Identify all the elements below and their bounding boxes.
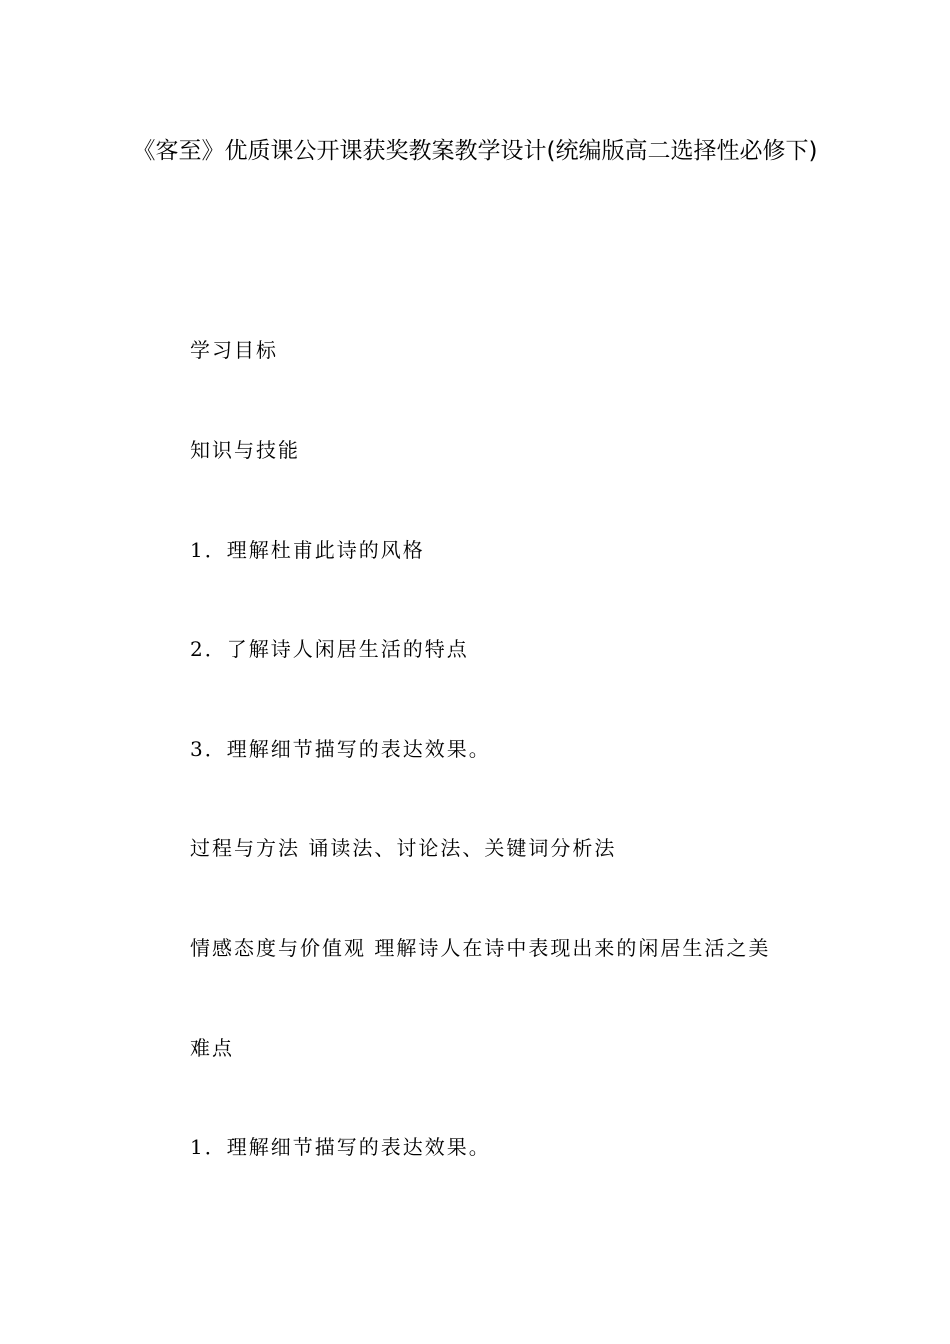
list-item: 2．了解诗人闲居生活的特点 (190, 637, 469, 661)
emotion-values-paragraph: 情感态度与价值观 理解诗人在诗中表现出来的闲居生活之美 (190, 936, 771, 960)
heading-difficulties: 难点 (190, 1036, 234, 1060)
heading-learning-objectives: 学习目标 (190, 338, 278, 362)
list-item: 1．理解细节描写的表达效果。 (190, 1135, 491, 1159)
document-title: 《客至》优质课公开课获奖教案教学设计(统编版高二选择性必修下) (132, 138, 818, 164)
list-item: 3．理解细节描写的表达效果。 (190, 737, 491, 761)
process-method-paragraph: 过程与方法 诵读法、讨论法、关键词分析法 (190, 836, 617, 860)
heading-knowledge-skills: 知识与技能 (190, 438, 300, 462)
list-item: 1．理解杜甫此诗的风格 (190, 538, 425, 562)
